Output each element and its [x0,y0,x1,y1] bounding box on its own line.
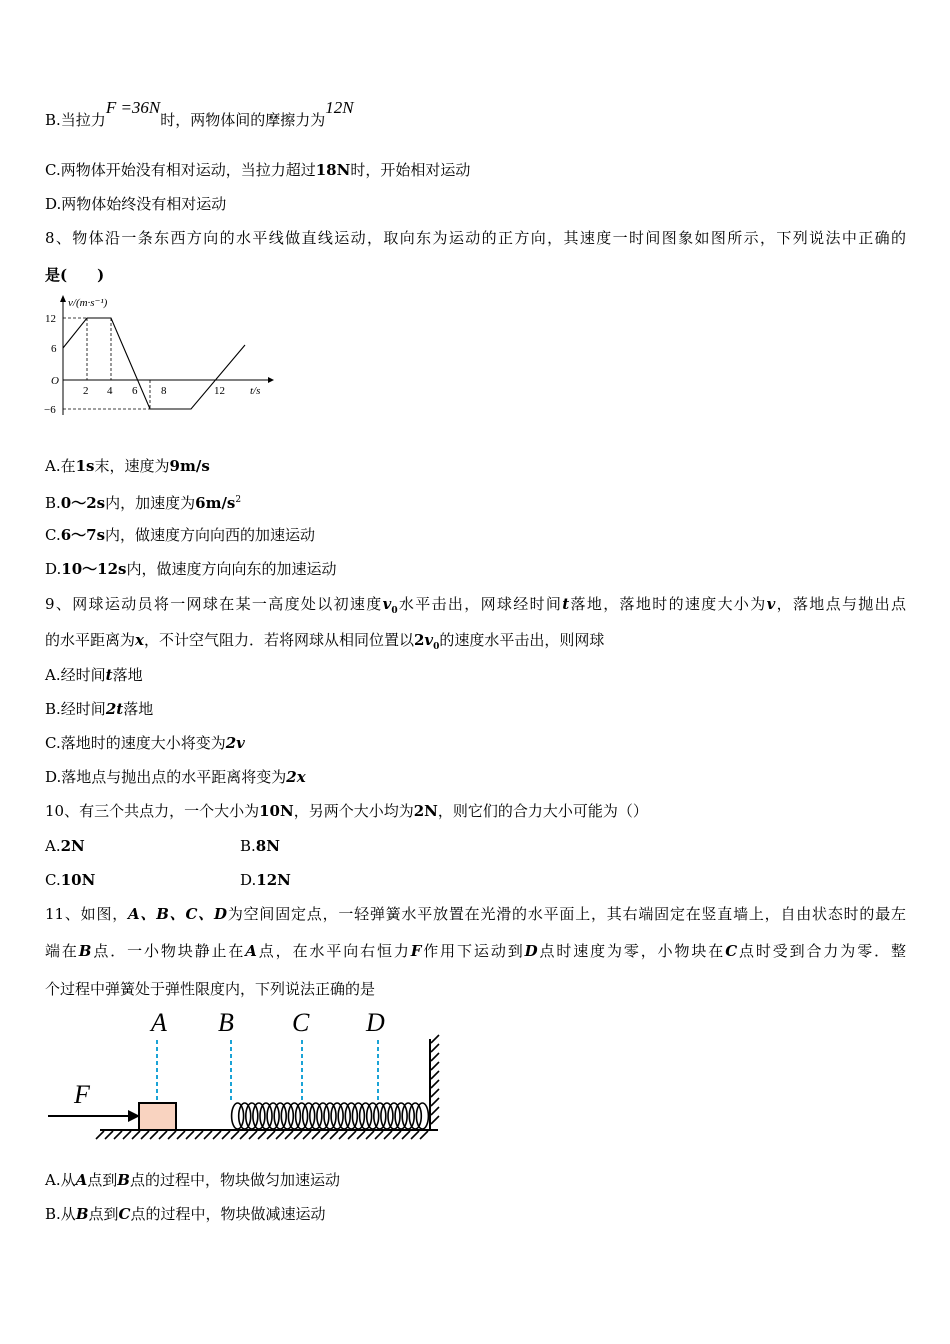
option-text: 落地 [112,666,143,684]
q9-option-a [45,665,143,685]
q9-option-b [45,699,153,719]
option-text: 两物体始终没有相对运动 [61,195,227,213]
option-text: 内，做速度方向向东的加速运动 [126,560,337,578]
hatch-mark [240,1131,248,1139]
option-text: 内，加速度为 [105,494,196,512]
label-force: F [74,1080,90,1109]
subscript: 0 [433,642,440,652]
hatch-mark [186,1131,194,1139]
hatch-mark [393,1131,401,1139]
hatch-mark [431,1107,439,1115]
hatch-mark [431,1089,439,1097]
spring-coil [296,1103,308,1129]
option-text: 时，开始相对运动 [350,161,471,179]
option-value: 8N [255,837,280,855]
point-a: A [245,942,257,960]
hatch-mark [431,1062,439,1070]
hatch-mark [375,1131,383,1139]
q11-option-a [45,1170,340,1190]
x-axis-label: t/s [250,385,261,397]
option-value: 10～12s [61,560,127,578]
option-prefix: B. [45,494,61,512]
stem-text: 点时速度为零，小物块在 [537,942,726,960]
ytick-12: 12 [45,313,56,325]
hatch-mark [159,1131,167,1139]
xtick-4: 4 [107,385,113,397]
hatch-mark [123,1131,131,1139]
option-text: 内，做速度方向向西的加速运动 [105,526,316,544]
ytick-neg6: −6 [44,404,56,416]
q11-option-b [45,1204,325,1224]
q7-option-c [45,160,470,180]
option-text: 落地 [123,700,154,718]
subscript: 0 [391,606,398,616]
var-v0: v [424,631,434,649]
option-text: 两物体开始没有相对运动，当拉力超过 [60,161,316,179]
var-t: t [562,595,570,613]
point-b: B [78,942,92,960]
hatch-mark [222,1131,230,1139]
option-text: 经时间 [60,666,106,684]
option-value: 18N [315,161,351,179]
stem-text: 11、如图， [45,905,129,923]
option-prefix: C. [45,161,61,179]
stem-text: 点．一小物块静止在 [91,942,246,960]
hatch-mark [150,1131,158,1139]
option-value: 10N [60,871,96,889]
option-text: 点到 [88,1205,119,1223]
q8-stem-line2 [45,265,104,285]
q9-option-c [45,733,245,753]
q8-velocity-time-graph [40,290,280,425]
hatch-mark [132,1131,140,1139]
option-var: 2v [225,734,245,752]
hatch-mark [431,1116,439,1124]
hatch-mark [402,1131,410,1139]
force-f: F [410,942,422,960]
spring-coil [260,1103,272,1129]
point-b: B [75,1205,89,1223]
option-text: 点的过程中，物块做减速运动 [130,1205,326,1223]
hatch-mark [213,1131,221,1139]
hatch-mark [96,1131,104,1139]
hatch-mark [312,1131,320,1139]
option-var: 2t [105,700,124,718]
spring-coil [232,1103,244,1129]
spring-coil [360,1103,372,1129]
spring-coil [310,1103,322,1129]
formula-friction: 12N [325,98,354,117]
spring [232,1103,429,1129]
option-value: 6m/s [195,494,236,512]
hatch-mark [420,1131,428,1139]
option-prefix: C. [45,526,61,544]
q7-option-b [45,98,354,130]
spring-coil [239,1103,251,1129]
hatch-mark [303,1131,311,1139]
option-text: 点的过程中，物块做匀加速运动 [129,1171,340,1189]
points-list: A、B、C、D [128,905,228,923]
option-value: 12N [256,871,291,889]
q8-option-c [45,525,315,545]
hatch-mark [431,1071,439,1079]
hatch-mark [114,1131,122,1139]
stem-text: 水平击出，网球经时间 [397,595,563,613]
q11-stem-line1 [45,904,906,924]
option-value: 0～2s [60,494,106,512]
option-prefix: D. [45,560,62,578]
point-a: A [75,1171,88,1189]
spring-coil [416,1103,428,1129]
stem-text: ，另两个大小均为 [293,802,414,820]
spring-coil [345,1103,357,1129]
q11-stem-line3: 个过程中弹簧处于弹性限度内，下列说法正确的是 [45,980,376,998]
spring-coil [395,1103,407,1129]
option-prefix: B. [45,1205,61,1223]
hatch-mark [249,1131,257,1139]
stem-text: 作用下运动到 [421,942,525,960]
hatch-mark [411,1131,419,1139]
origin-label: O [51,375,59,387]
var-x: x [135,631,144,649]
hatch-mark [105,1131,113,1139]
q10-option-d [240,870,291,890]
stem-text: ，落地点与抛出点 [775,595,906,613]
spring-coil [246,1103,258,1129]
hatch-mark [231,1131,239,1139]
point-c: C [725,942,738,960]
option-prefix: C. [45,734,61,752]
hatch-mark [285,1131,293,1139]
q10-option-c [45,870,95,890]
option-text: 落地时的速度大小将变为 [60,734,226,752]
stem-text: 10、有三个共点力，一个大小为 [45,802,260,820]
option-prefix: B. [240,837,256,855]
stem-text: 的水平距离为 [45,631,136,649]
stem-text: 端在 [45,942,79,960]
formula-force: F =36N [105,98,161,117]
spring-coil [374,1103,386,1129]
spring-coil [288,1103,300,1129]
xtick-8: 8 [161,385,167,397]
option-text: 末，速度为 [94,457,170,475]
point-c: C [118,1205,131,1223]
ground-hatch [96,1131,428,1139]
option-text: 从 [60,1171,76,1189]
spring-coil [324,1103,336,1129]
option-prefix: D. [45,768,62,786]
q7-option-d [45,194,226,214]
hatch-mark [294,1131,302,1139]
spring-coil [352,1103,364,1129]
ytick-6: 6 [51,343,57,355]
hatch-mark [330,1131,338,1139]
option-value: 9m/s [169,457,210,475]
stem-text: 为空间固定点，一轻弹簧水平放置在光滑的水平面上，其右端固定在竖直墙上，自由状态时的最左 [227,905,906,923]
spring-coil [274,1103,286,1129]
option-prefix: A. [45,837,61,855]
spring-coil [253,1103,265,1129]
spring-coil [338,1103,350,1129]
option-text: 落地点与抛出点的水平距离将变为 [61,768,287,786]
hatch-mark [357,1131,365,1139]
point-b: B [117,1171,130,1189]
hatch-mark [431,1080,439,1088]
option-prefix: A. [45,1171,61,1189]
option-value: 2N [60,837,85,855]
option-var: t [105,666,113,684]
hatch-mark [366,1131,374,1139]
hatch-mark [141,1131,149,1139]
option-text: 在 [60,457,76,475]
spring-coil [388,1103,400,1129]
superscript: 2 [235,495,242,505]
hatch-mark [339,1131,347,1139]
label-c: C [292,1008,310,1037]
label-b: B [218,1008,234,1037]
coefficient: 2 [413,631,425,649]
spring-coil [409,1103,421,1129]
option-prefix: D. [45,195,62,213]
q11-spring-figure [40,1005,450,1150]
hatch-mark [384,1131,392,1139]
spring-coil [303,1103,315,1129]
hatch-mark [267,1131,275,1139]
option-text: 从 [60,1205,76,1223]
option-prefix: B. [45,700,61,718]
option-prefix: B. [45,111,61,129]
wall-hatch [431,1035,439,1124]
q8-stem-bracket: 是( ) [45,266,105,284]
x-axis-arrow [268,377,274,383]
stem-value: 10N [259,802,294,820]
spring-coil [367,1103,379,1129]
q9-option-d [45,767,306,787]
q8-option-b [45,490,241,513]
q9-stem-line1 [45,594,906,621]
hatch-mark [204,1131,212,1139]
q10-option-b [240,836,280,856]
hatch-mark [276,1131,284,1139]
hatch-mark [321,1131,329,1139]
xtick-2: 2 [83,385,89,397]
spring-coil [317,1103,329,1129]
stem-text: 落地，落地时的速度大小为 [569,595,767,613]
hatch-mark [258,1131,266,1139]
stem-text: 点时受到合力为零．整 [737,942,906,960]
spring-coil [267,1103,279,1129]
q9-stem-line2 [45,630,604,657]
spring-coil [381,1103,393,1129]
var-v0: v [382,595,392,613]
y-axis-arrow [60,295,66,302]
spring-coil [331,1103,343,1129]
xtick-12: 12 [214,385,225,397]
q8-option-a [45,456,210,476]
small-block [139,1103,176,1130]
hatch-mark [168,1131,176,1139]
option-prefix: A. [45,457,61,475]
spring-coil [402,1103,414,1129]
stem-text: ，则它们的合力大小可能为（） [437,802,648,820]
q11-stem-line2 [45,941,906,961]
option-var: 2x [286,768,306,786]
q8-stem-line1: 8、物体沿一条东西方向的水平线做直线运动，取向东为运动的正方向，其速度一时间图象如图所示，下列说法中正确的 [45,229,906,247]
hatch-mark [348,1131,356,1139]
hatch-mark [177,1131,185,1139]
option-prefix: C. [45,871,61,889]
stem-text: 9、网球运动员将一网球在某一高度处以初速度 [45,595,383,613]
option-text: 点到 [87,1171,118,1189]
option-value: 6～7s [60,526,106,544]
y-axis-label: v/(m·s⁻¹) [68,297,108,309]
spring-coil [281,1103,293,1129]
hatch-mark [431,1035,439,1043]
q10-stem [45,801,648,821]
hatch-mark [195,1131,203,1139]
option-text: 时，两物体间的摩擦力为 [160,111,326,129]
label-d: D [366,1008,385,1037]
stem-value: 2N [413,802,438,820]
option-prefix: A. [45,666,61,684]
xtick-6: 6 [132,385,138,397]
stem-text: 的速度水平击出，则网球 [439,631,605,649]
hatch-mark [431,1053,439,1061]
stem-text: ，不计空气阻力．若将网球从相同位置以 [143,631,414,649]
point-d: D [524,942,538,960]
label-a: A [151,1008,167,1037]
stem-text: 点，在水平向右恒力 [256,942,411,960]
var-v: v [766,595,776,613]
option-value: 1s [75,457,95,475]
q10-option-a [45,836,85,856]
hatch-mark [431,1044,439,1052]
option-prefix: D. [240,871,257,889]
q8-option-d [45,559,336,579]
option-text: 当拉力 [60,111,106,129]
option-text: 经时间 [60,700,106,718]
hatch-mark [431,1098,439,1106]
